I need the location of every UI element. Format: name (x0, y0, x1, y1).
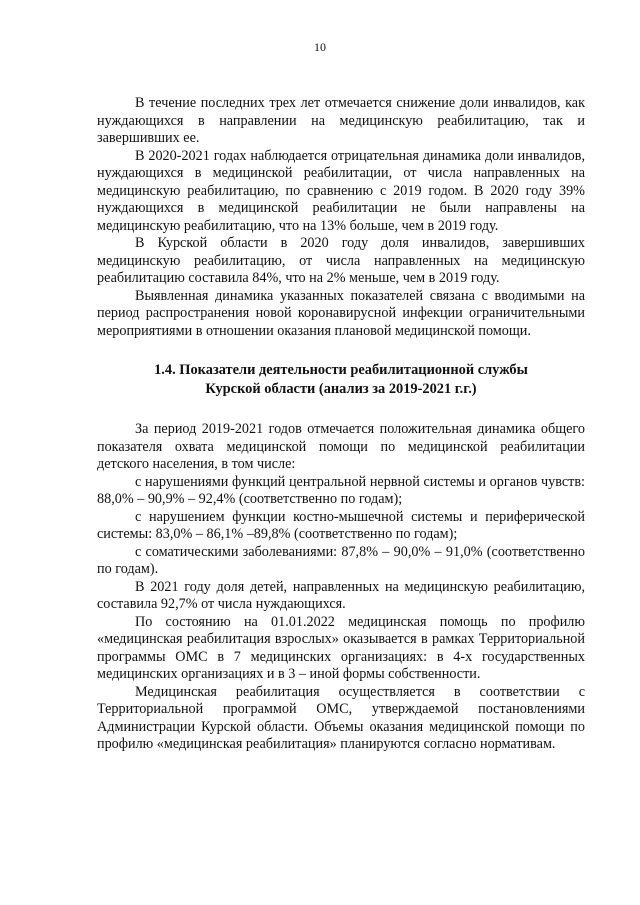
document-body (97, 95, 585, 754)
page-number: 10 (314, 40, 326, 54)
paragraph-positive-dynamics: За период 2019-2021 годов отмечается положительная динамика общего показателя охвата медицинской помощи по медицинской реабилитации детского населения, в том числе: (97, 421, 585, 472)
section-heading-line-1: 1.4. Показатели деятельности реабилитационной службы (154, 362, 528, 378)
paragraph-coronavirus-restrictions: Выявленная динамика указанных показателей связана с вводимыми на период распространения новой коронавирусной инфекции ограничительными мероприятиями в отношении оказания плановой медицинской помощи. (97, 287, 585, 339)
paragraph-adult-rehab-organizations: По состоянию на 01.01.2022 медицинская помощь по профилю «медицинская реабилитация взрослых» оказывается в рамках Территориальной программы ОМС в 7 медицинских организациях: в 4-х государственных медицинских организациях и в 3 – иной формы собственности. (97, 613, 585, 682)
section-heading (97, 361, 585, 399)
section-heading-line-2: Курской области (анализ за 2019-2021 г.г.) (205, 381, 477, 397)
paragraph-rehab-program: Медицинская реабилитация осуществляется в соответствии с Территориальной программой ОМС, утверждаемой постановлениями Администрации Курской области. Объемы оказания медицинской помощи по профилю «медицинская реабилитация» планируются согласно нормативам. (97, 683, 585, 752)
paragraph-negative-dynamics: В 2020-2021 годах наблюдается отрицательная динамика доли инвалидов, нуждающихся в медицинской реабилитации, от числа направленных на медицинскую реабилитацию, по сравнению с 2019 годом. В 2020 году 39% нуждающихся в медицинской реабилитации не были направлены на медицинскую реабилитацию, что на 13% больше, чем в 2019 году. (97, 147, 585, 234)
paragraph-cns-disorders: с нарушениями функций центральной нервной системы и органов чувств: 88,0% – 90,9% – 92,4% (соответственно по годам); (97, 473, 585, 507)
paragraph-children-2021: В 2021 году доля детей, направленных на медицинскую реабилитацию, составила 92,7% от числа нуждающихся. (97, 578, 585, 612)
paragraph-musculoskeletal-disorders: с нарушением функции костно-мышечной системы и периферической системы: 83,0% – 86,1% –89,8% (соответственно по годам); (97, 508, 585, 542)
paragraph-disabled-share-decline: В течение последних трех лет отмечается снижение доли инвалидов, как нуждающихся в направлении на медицинскую реабилитацию, так и завершивших ее. (97, 95, 585, 146)
paragraph-somatic-diseases: с соматическими заболеваниями: 87,8% – 90,0% – 91,0% (соответственно по годам). (97, 543, 585, 577)
paragraph-kursk-2020: В Курской области в 2020 году доля инвалидов, завершивших медицинскую реабилитацию, от числа направленных на медицинскую реабилитацию составила 84%, что на 2% меньше, чем в 2019 году. (97, 235, 585, 286)
